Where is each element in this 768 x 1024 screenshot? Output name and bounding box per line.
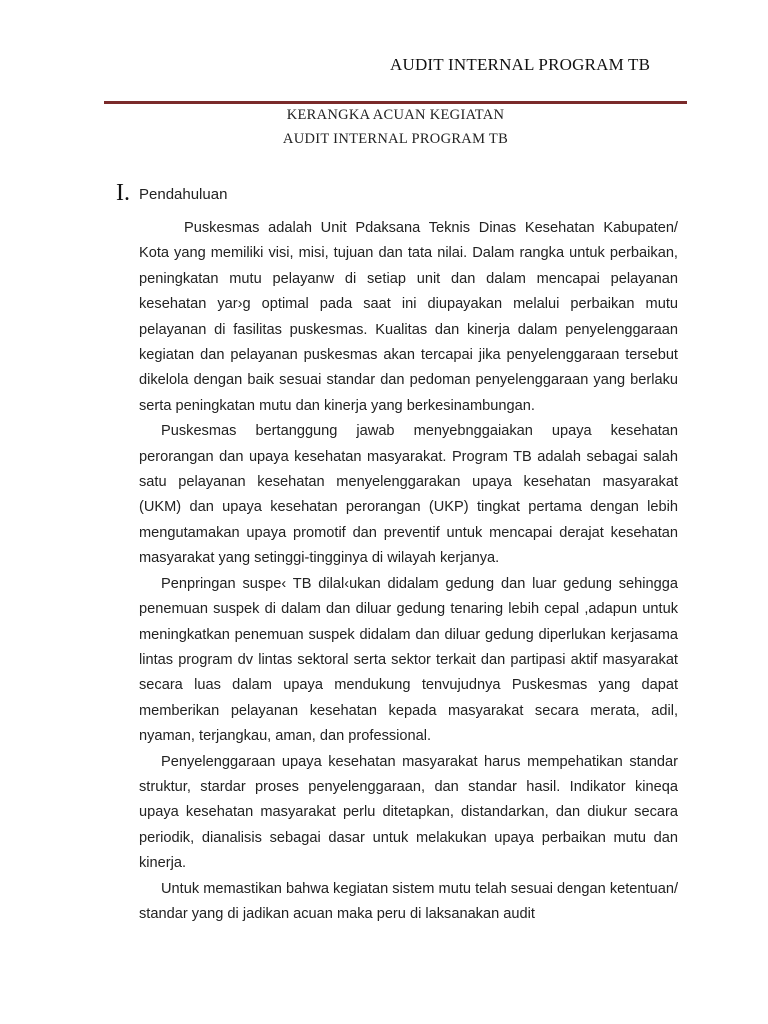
- document-title-line-2: AUDIT INTERNAL PROGRAM TB: [282, 131, 509, 147]
- running-header: AUDIT INTERNAL PROGRAM TB: [390, 55, 651, 74]
- section-title: Pendahuluan: [139, 186, 228, 203]
- paragraph-3: Penpringan suspe‹ TB dilal‹ukan didalam gedung dan luar gedung sehingga penemuan suspek di dalam dan diluar gedung tenaring lebih cepal ,adapun untuk meningkatkan penemuan suspek didalam dan diluar gedung diperlukan kerjasama lintas program dv lintas sektoral serta sektor terkait dan partipasi aktif masyarakat secara luas dalam upaya mendukung tenvujudnya Puskesmas yang dapat memberikan pelayanan kesehatan kepada masyarakat secara merata, adil, nyaman, terjangkau, aman, dan professional.: [139, 575, 678, 745]
- paragraph-4: Penyelenggaraan upaya kesehatan masyarakat harus mempehatikan standar struktur, stardar proses penyelenggaraan, dan standar hasil. Indikator kineqa upaya kesehatan masyarakat perlu ditetapkan, distandarkan, dan diukur secara periodik, dianalisis sebagai dasar untuk melakukan upaya perbaikan mutu dan kinerja.: [139, 753, 678, 872]
- paragraph-5: Untuk memastikan bahwa kegiatan sistem mutu telah sesuai dengan ketentuan/ standar yang di jadikan acuan maka peru di laksanakan audit: [139, 880, 678, 922]
- header-divider: [104, 101, 687, 104]
- body-text: [139, 216, 678, 927]
- section-number: I.: [116, 180, 130, 206]
- paragraph-1: Puskesmas adalah Unit Pdaksana Teknis Dinas Kesehatan Kabupaten/ Kota yang memiliki visi, misi, tujuan dan tata nilai. Dalam rangka untuk perbaikan, peningkatan mutu pelayanw di setiap unit dan dalam mencapai pelayanan kesehatan yar›g optimal pada saat ini diupayakan melalui perbaikan mutu pelayanan di fasilitas puskesmas. Kualitas dan kinerja dalam penyelenggaraan kegiatan dan pelayanan puskesmas akan tercapai jika penyelenggaraan tersebut dikelola dengan baik sesuai standar dan pedoman penyelenggaraan yang berlaku serta peningkatan mutu dan kinerja yang berkesinambungan.: [139, 220, 678, 414]
- document-title-line-1: KERANGKA ACUAN KEGIATAN: [286, 107, 505, 123]
- paragraph-2: Puskesmas bertanggung jawab menyebnggaiakan upaya kesehatan perorangan dan upaya kesehatan masyarakat. Program TB adalah sebagai salah satu pelayanan kesehatan menyelenggarakan upaya kesehatan masyarakat (UKM) dan upaya kesehatan perorangan (UKP) tingkat pertama dengan lebih mengutamakan upaya promotif dan preventif untuk mencapai derajat kesehatan masyarakat yang setinggi-tingginya di wilayah kerjanya.: [139, 423, 678, 567]
